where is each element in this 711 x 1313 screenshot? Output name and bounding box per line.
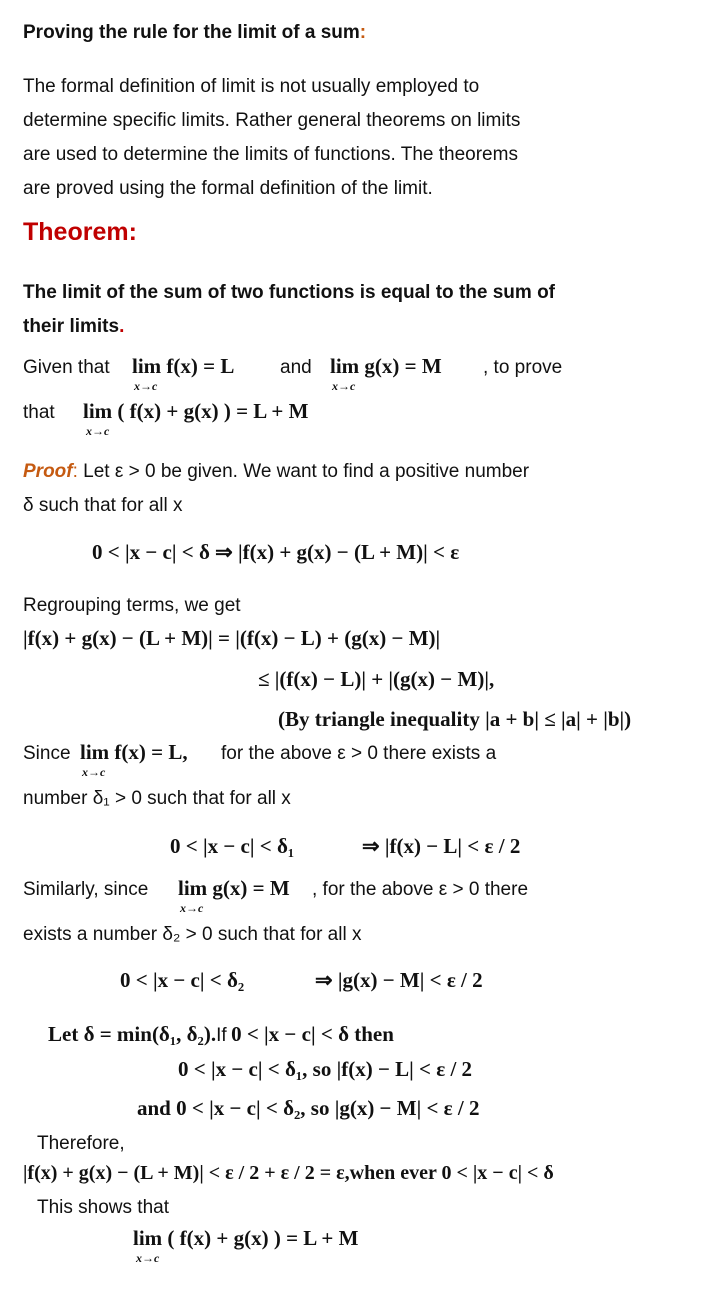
intro-line: The formal definition of limit is not usually employed to [23,76,480,97]
delta2-condition: 0 < |x − c| < δ₂ [120,968,245,992]
intro-line: are used to determine the limits of functions. The theorems [23,144,518,165]
since-f-pre: Since [23,743,71,764]
limit-subscript: x→c [136,1251,160,1265]
theorem-line: their limits [23,316,120,337]
theorem-heading: Theorem: [23,218,137,246]
theorem-period: . [119,316,125,337]
let-if: If [216,1025,227,1046]
regroup-text: Regrouping terms, we get [23,595,241,616]
intro-line: determine specific limits. Rather general theorems on limits [23,110,521,131]
limit-subscript: x→c [134,379,158,393]
limit-subscript: x→c [180,901,204,915]
regroup-eq-1: |f(x) + g(x) − (L + M)| = |(f(x) − L) + (g(x) − M)| [23,626,441,650]
given-word: Given that [23,357,110,378]
given-and: and [280,357,312,378]
since-g-line-2: exists a number δ₂ > 0 such that for all x [23,924,362,945]
delta2-consequence: ⇒ |g(x) − M| < ε / 2 [315,968,483,992]
epsilon-delta-implication: 0 < |x − c| < δ ⇒ |f(x) + g(x) − (L + M)| < ε [92,540,460,564]
proof-colon: : [72,461,78,482]
let-delta-line [48,1022,394,1047]
intro-line: are proved using the formal definition of the limit. [23,178,433,199]
given-limit-g: lim g(x) = M [330,354,442,378]
proof-line-1 [23,461,529,483]
triangle-inequality-note: (By triangle inequality |a + b| ≤ |a| + |b|) [278,707,632,731]
theorem-statement [23,276,555,344]
let-delta-min: Let δ = min(δ₁, δ₂). [48,1022,217,1046]
since-f-line-2: number δ₁ > 0 such that for all x [23,788,291,809]
page-title [23,22,366,44]
regroup-eq-2: ≤ |(f(x) − L)| + |(g(x) − M)|, [258,667,495,691]
therefore-text: Therefore, [37,1133,125,1154]
given-limit-f [132,354,234,379]
let-condition: 0 < |x − c| < δ then [231,1022,394,1046]
proof-line-2: δ such that for all x [23,495,183,516]
since-g-pre: Similarly, since [23,879,149,900]
given-limit-f-text: lim f(x) = L [132,354,235,378]
final-inequality: |f(x) + g(x) − (L + M)| < ε / 2 + ε / 2 = ε,when ever 0 < |x − c| < δ [23,1162,554,1184]
intro-paragraph [23,70,520,206]
limit-subscript: x→c [82,765,106,779]
let-line-2: 0 < |x − c| < δ₁, so |f(x) − L| < ε / 2 [178,1057,473,1081]
title-colon: : [359,22,367,43]
result-equation: lim ( f(x) + g(x) ) = L + M [133,1226,359,1250]
delta1-consequence: ⇒ |f(x) − L| < ε / 2 [362,834,521,858]
limit-subscript: x→c [332,379,356,393]
since-g-limit: lim g(x) = M [178,876,290,900]
goal-equation: lim ( f(x) + g(x) ) = L + M [83,399,309,423]
given-that: that [23,402,55,423]
since-f-post: for the above ε > 0 there exists a [221,743,497,764]
title-text: Proving the rule for the limit of a sum [23,22,360,43]
theorem-line: The limit of the sum of two functions is equal to the sum of [23,282,555,303]
to-prove: , to prove [483,357,563,378]
limit-subscript: x→c [86,424,110,438]
shows-text: This shows that [37,1197,169,1218]
delta1-condition: 0 < |x − c| < δ₁ [170,834,295,858]
let-line-3: and 0 < |x − c| < δ₂, so |g(x) − M| < ε / 2 [137,1096,480,1120]
proof-label: Proof [23,461,73,482]
proof-text-1: Let ε > 0 be given. We want to find a positive number [83,461,530,482]
since-f-limit: lim f(x) = L, [80,740,188,764]
since-g-post: , for the above ε > 0 there [312,879,529,900]
